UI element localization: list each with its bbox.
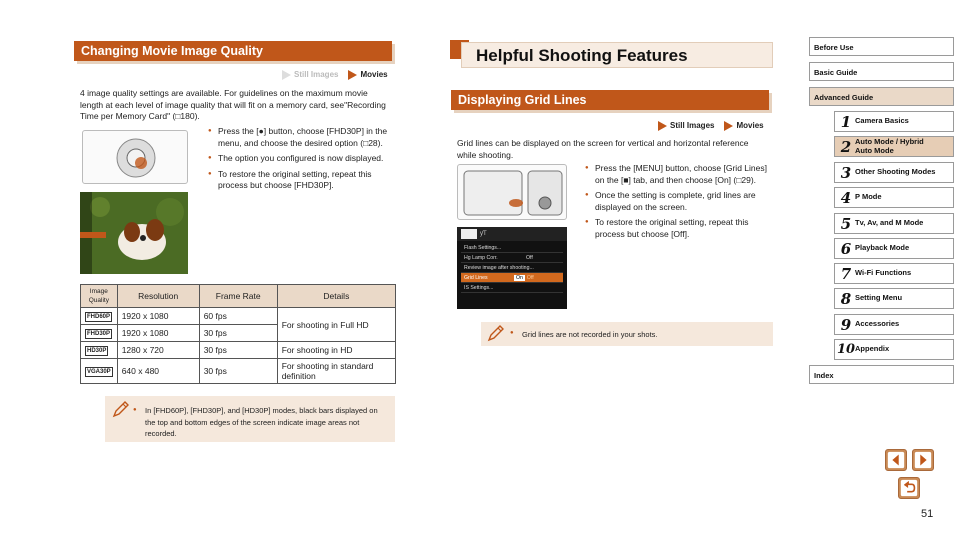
return-icon (899, 478, 919, 498)
note-text-movie: ● In [FHD60P], [FHD30P], and [HD30P] modes, black bars displayed on the top and bottom edges of the screen indicate image areas not recorded. (133, 406, 378, 438)
image-quality-table (80, 284, 396, 384)
bullet-item: ● Once the setting is complete, grid lines are displayed on the screen. (585, 190, 773, 213)
instruction-list-grid (585, 163, 773, 244)
sidebar-chapter-10[interactable]: 10 Appendix (834, 339, 954, 360)
page-title: Helpful Shooting Features (476, 46, 688, 65)
arrow-right-icon (913, 450, 933, 470)
camera-menu-screen (457, 227, 567, 309)
sidebar-chapter-7[interactable]: 7 Wi-Fi Functions (834, 263, 954, 284)
bullet-item: ● Press the [MENU] button, choose [Grid Lines] on the [■] tab, and then choose [On] (□29). (585, 163, 773, 186)
col-frame-rate: Frame Rate (199, 285, 277, 308)
control-dial-icon (83, 131, 189, 185)
pencil-icon (486, 324, 506, 344)
next-page-button[interactable] (912, 449, 934, 471)
note-box-grid (481, 322, 773, 346)
table-header-row (81, 285, 396, 308)
menu-row-is: IS Settings... (461, 283, 563, 293)
menu-row-grid-lines: Grid Lines On Off (461, 273, 563, 283)
menu-button-illustration (457, 164, 567, 220)
sidebar-chapter-1[interactable]: 1 Camera Basics (834, 111, 954, 132)
bullet-item: ● To restore the original setting, repeat this process but choose [FHD30P]. (208, 169, 396, 192)
intro-text: 4 image quality settings are available. For guidelines on the maximum movie length at each level of image quality that will fit on a memory card, see"Recording Time per Memory Card" (□180). (80, 88, 386, 121)
bullet-item: ● To restore the original setting, repeat this process but choose [Off]. (585, 217, 773, 240)
table-row: FHD30P 1920 x 1080 30 fps (81, 325, 396, 342)
sidebar-before-use[interactable]: Before Use (809, 37, 954, 56)
triangle-icon (658, 121, 667, 131)
arrow-left-icon (886, 450, 906, 470)
page-title-box (461, 42, 773, 68)
sidebar-chapter-5[interactable]: 5 Tv, Av, and M Mode (834, 213, 954, 234)
page-number: 51 (921, 508, 934, 520)
settings-tab-icon: ƴT (480, 231, 487, 237)
bullet-item: ● Press the [●] button, choose [FHD30P] in the menu, and choose the desired option (□28). (208, 126, 396, 149)
camera-back-icon (458, 165, 567, 220)
quality-icon: FHD30P (87, 331, 111, 337)
instruction-list-movie (208, 126, 396, 196)
sidebar-index[interactable]: Index (809, 365, 954, 384)
sidebar-basic-guide[interactable]: Basic Guide (809, 62, 954, 81)
triangle-icon (724, 121, 733, 131)
table-row: VGA30P 640 x 480 30 fps For shooting in standard definition (81, 359, 396, 384)
mode-indicator (282, 70, 388, 80)
pencil-icon (111, 400, 131, 420)
triangle-icon (282, 70, 291, 80)
sidebar-advanced-guide[interactable]: Advanced Guide (809, 87, 954, 106)
sidebar-chapter-3[interactable]: 3 Other Shooting Modes (834, 162, 954, 183)
prev-page-button[interactable] (885, 449, 907, 471)
return-button[interactable] (898, 477, 920, 499)
quality-icon: HD30P (87, 348, 107, 354)
grid-intro-text: Grid lines can be displayed on the screen for vertical and horizontal reference while shooting. (457, 138, 749, 160)
mode-indicator (658, 121, 764, 131)
col-image-quality: Image Quality (81, 285, 118, 308)
camera-menu-list (457, 241, 567, 295)
menu-row-review: Review image after shooting... (461, 263, 563, 273)
mode-movies: Movies (736, 121, 764, 131)
camera-menu-tabs (457, 227, 567, 241)
section-title-movie-quality: Changing Movie Image Quality (74, 41, 392, 61)
col-details: Details (277, 285, 395, 308)
mode-still: Still Images (294, 70, 339, 80)
table-row: HD30P 1280 x 720 30 fps For shooting in HD (81, 342, 396, 359)
sidebar-chapter-9[interactable]: 9 Accessories (834, 314, 954, 335)
mode-movies: Movies (360, 70, 388, 80)
camera-tab-icon (461, 229, 477, 239)
bullet-item: ● The option you configured is now displayed. (208, 153, 396, 165)
triangle-icon (348, 70, 357, 80)
menu-row-flash: Flash Settings... (461, 243, 563, 253)
func-button-illustration (82, 130, 188, 184)
quality-icon: FHD60P (87, 314, 111, 320)
sidebar-chapter-2[interactable]: 2 Auto Mode / Hybrid Auto Mode (834, 136, 954, 157)
section-title-grid-lines: Displaying Grid Lines (451, 90, 769, 110)
note-box-movie (105, 396, 395, 442)
quality-icon: VGA30P (87, 369, 111, 375)
detail-full-hd: For shooting in Full HD (277, 308, 395, 342)
sidebar-chapter-6[interactable]: 6 Playback Mode (834, 238, 954, 259)
sidebar-chapter-4[interactable]: 4 P Mode (834, 187, 954, 208)
mode-still: Still Images (670, 121, 715, 131)
dog-photo-image (80, 192, 188, 274)
sidebar-chapter-8[interactable]: 8 Setting Menu (834, 288, 954, 309)
menu-row-hg: Hg Lamp Corr. Off (461, 253, 563, 263)
sample-photo-dog (80, 192, 188, 274)
col-resolution: Resolution (117, 285, 199, 308)
note-text-grid: ● Grid lines are not recorded in your shots. (510, 330, 658, 339)
table-row: FHD60P 1920 x 1080 60 fps For shooting in Full HD (81, 308, 396, 325)
